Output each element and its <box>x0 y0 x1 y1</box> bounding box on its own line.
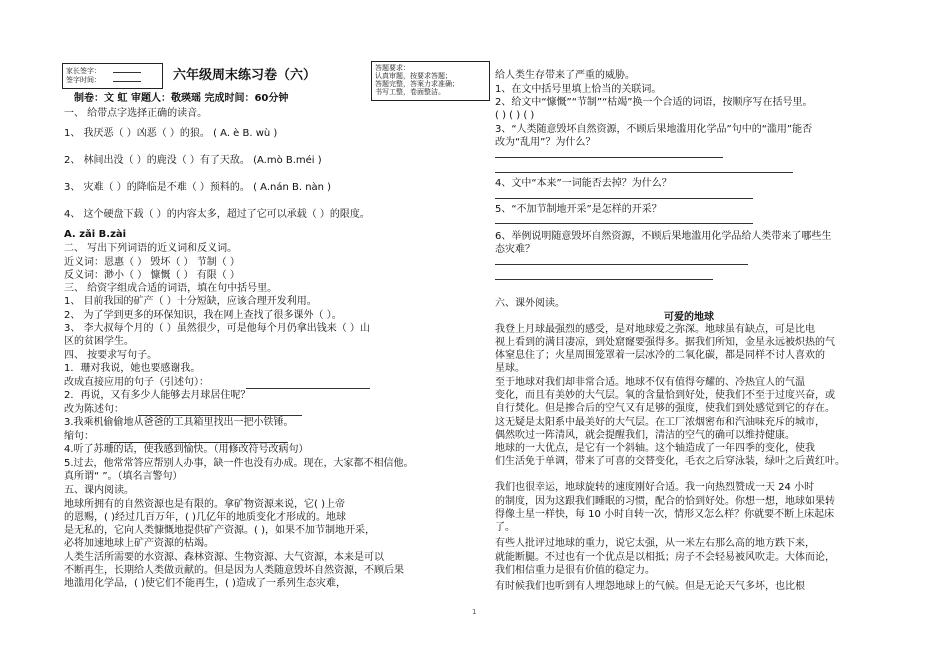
q3-item-3: 3、 李大叔每个月的（ ）虽然很少，可是他每个月仍拿出钱来（ ）山 <box>64 323 370 334</box>
q6-passage-line: 我们相信重力是很有价值的稳定力。 <box>495 565 655 576</box>
q6-passage-line: 地球的一大优点，是它有一个斜轴。这个轴造成了一年四季的变化，使我 <box>495 443 815 454</box>
q6-passage-line: 有时候我们也听到有人埋怨地球上的气候。但是无论天气多坏，也比根 <box>495 581 805 592</box>
q6-passage-line: 我们也很幸运，地球旋转的速度刚好合适。我一向热烈赞成一天 24 小时 <box>495 482 815 493</box>
q5-question-5: 5、“不加节制地开采”是怎样的开采？ <box>495 204 662 215</box>
q3-item-1: 1、 目前我国的矿产（ ）十分短缺，应该合理开发利用。 <box>64 296 317 307</box>
q6-passage-line: 偶然吹过一阵清风，就会提醒我们，清洁的空气的确可以维持健康。 <box>495 430 795 441</box>
sign-time-line-2 <box>113 81 141 82</box>
q6-passage-line: 视上看到的满目凄凉，到处窟窿要强得多。据我们所知，金星永远被炽热的气 <box>495 337 835 348</box>
q5-question-6-cont: 态灾难？ <box>495 244 535 255</box>
q4-item-2-task: 改为陈述句： <box>64 404 124 415</box>
q1-item-2: 2、 林间出没（ ）的鹿没（ ）有了天敌。 (A.mò B.méi ) <box>64 155 322 166</box>
q6-passage-line: 至于地球对我们却非常合适。地球不仅有值得夸耀的、冷热宜人的气温 <box>495 377 805 388</box>
q5-heading: 五、课内阅读。 <box>64 485 134 496</box>
q6-passage-line: 了。 <box>495 522 515 533</box>
page-title: 六年级周末练习卷（六） <box>173 68 317 83</box>
q6-passage-line: 有些人批评过地球的重力，说它太强，从一米左右那么高的地方跌下来， <box>495 538 815 549</box>
sign-time-label: 签字时间： <box>66 76 101 84</box>
q5-passage-line: 地球所拥有的自然资源也是有限的。拿矿物资源来说，它( )上帝 <box>64 499 345 510</box>
q4-item-1: 1．珊对我说，她也要感谢我。 <box>64 363 201 374</box>
q5-question-6: 6、举例说明随意毁坏自然资源，不顾后果地滥用化学品给人类带来了哪些生 <box>495 231 832 242</box>
parent-sign-box <box>62 63 163 89</box>
q2-synonyms: 近义词：恩惠（ ） 毁坏（ ） 节制（ ） <box>64 257 240 268</box>
q4-heading: 四、 按要求写句子。 <box>64 350 158 361</box>
q5-passage-line: 地滥用化学品，( )使它们不能再生，( )造成了一系列生态灾难， <box>64 578 346 589</box>
q2-heading: 二、 写出下列词语的近义词和反义词。 <box>64 243 238 254</box>
q6-passage-line: 星球。 <box>495 363 525 374</box>
q1-item-3: 3、 灾难（ ）的降临是不难（ ）预料的。 ( A.nán B. nàn ) <box>64 182 332 193</box>
requirement-item: 书写工整，卷面整洁。 <box>375 88 445 96</box>
q4-item-1-task: 改成直接应用的句子（引述句）： <box>64 377 209 388</box>
q1-heading: 一、 给带点字选择正确的读音。 <box>64 108 208 119</box>
exam-meta: 制卷：文 虹 审题人：敬瑛瑶 完成时间：60分钟 <box>74 93 289 104</box>
q6-passage-line: 体窒息住了；火星周围笼罩着一层冰冷的二氧化碳，都是同样不讨人喜欢的 <box>495 350 825 361</box>
sign-time-line <box>113 72 141 73</box>
answer-line <box>495 264 748 265</box>
q6-passage-line: 这无疑是太阳系中最美好的大气层。在工厂浓烟密布和汽油味充斥的城市， <box>495 417 825 428</box>
requirements-box <box>371 61 490 101</box>
q6-passage-line: 就能断腿。不过也有一个优点是以相抵；房子不会轻易被风吹走。大体而论， <box>495 552 835 563</box>
q1-item-1: 1、 我厌恶（ ）凶恶（ ）的狼。 ( A. è B. wù ) <box>64 128 278 139</box>
q6-passage-line: 的制度，因为这跟我们睡眠的习惯，配合的恰到好处。你想一想，地球如果转 <box>495 496 835 507</box>
q5-passage-line: 的恩赐，( )经过几百万年，( )几亿年的地质变化才形成的。地球 <box>64 512 346 523</box>
requirement-item: 认真审题，按要求答题； <box>375 72 452 80</box>
q1-item-4: 4、 这个硬盘下载（ ）的内容太多，超过了它可以承载（ ）的限度。 <box>64 209 370 220</box>
q5-passage-line: 是无私的，它向人类慷慨地提供矿产资源。( )，如果不加节制地开采， <box>64 525 375 536</box>
q3-item-3-cont: 区的贫困学生。 <box>64 336 134 347</box>
q4-item-2: 2．再说，又有多少人能够去月球居住呢？ <box>64 390 251 401</box>
q6-passage-line: 得像土星一样快，每 10 小时自转一次，情形又怎么样？你就要不断上床起床 <box>495 509 835 520</box>
requirements-title: 答题要求： <box>375 64 410 72</box>
q5-question-3-cont: 改为“乱用”？为什么？ <box>495 137 596 148</box>
answer-line <box>495 157 723 158</box>
q5-passage-end: 给人类生存带来了严重的威胁。 <box>495 70 635 81</box>
q6-heading: 六、课外阅读。 <box>495 298 565 309</box>
answer-line <box>495 223 753 224</box>
q2-antonyms: 反义词：渺小（ ） 慷慨（ ） 有限（ ） <box>64 270 240 281</box>
page-number: 1 <box>472 608 477 616</box>
q6-passage-line: 自行焚化。但是掺合后的空气又有足够的强度，使我们到处感觉到它的存在。 <box>495 403 835 414</box>
parent-sign-label: 家长签字： <box>66 67 101 75</box>
q4-item-5-cont: 真所谓“ ”。（填名言警句） <box>64 471 183 482</box>
q5-question-4: 4、文中“本来”一词能否去掉？为什么？ <box>495 178 672 189</box>
q4-item-4: 4.听了苏珊的话，使我感到愉快。（用修改符号改病句） <box>64 444 309 455</box>
q4-item-3: 3.我乘机偷偷地从爸爸的工具箱里找出一把小铁锤。 <box>64 417 294 428</box>
q5-question-2: 2、给文中“慷慨”“节制”“枯竭”换一个合适的词语，按顺序写在括号里。 <box>495 97 813 108</box>
q5-question-3: 3、“人类随意毁坏自然资源，不顾后果地滥用化学品”句中的“滥用”能否 <box>495 124 813 135</box>
q1-item-4-options: A. zǎi B.zài <box>64 229 127 240</box>
q4-item-5: 5.过去，他常常答应帮别人办事，缺一件也没有办成。现在，大家都不相信他。 <box>64 458 414 469</box>
q5-passage-line: 人类生活所需要的水资源、森林资源、生物资源、大气资源，本来是可以 <box>64 552 384 563</box>
answer-line <box>495 172 793 173</box>
q5-question-2-blanks: ( ) ( ) ( ) <box>495 110 535 121</box>
q4-item-3-task: 缩句： <box>64 431 94 442</box>
q5-passage-line: 必将加速地球上矿产资源的枯竭。 <box>64 538 214 549</box>
answer-line <box>495 198 753 199</box>
q3-heading: 三、 给资字组成合适的词语，填在句中括号里。 <box>64 283 278 294</box>
q5-passage-line: 不断再生，长期给人类做贡献的。但是因为人类随意毁坏自然资源，不顾后果 <box>64 565 404 576</box>
q6-passage-line: 们生活免于单调，带来了可喜的交替变化，毛衣之后穿泳装，绿叶之后黄红叶。 <box>495 456 845 467</box>
q6-passage-line: 变化，而且有美妙的大气层。氧的含量恰到好处，使我们不至于过度兴奋，或 <box>495 390 835 401</box>
requirement-item: 答题完整，答案力求准确； <box>375 80 459 88</box>
q6-passage-line: 我登上月球最强烈的感受，是对地球爱之弥深。地球虽有缺点，可是比电 <box>495 324 815 335</box>
q6-passage-title: 可爱的地球 <box>664 312 714 323</box>
q3-item-2: 2、 为了学到更多的环保知识，我在网上查找了很多课外（ ）。 <box>64 310 342 321</box>
answer-line <box>495 279 713 280</box>
q5-question-1: 1、在文中括号里填上恰当的关联词。 <box>495 84 662 95</box>
answer-line <box>246 388 370 389</box>
